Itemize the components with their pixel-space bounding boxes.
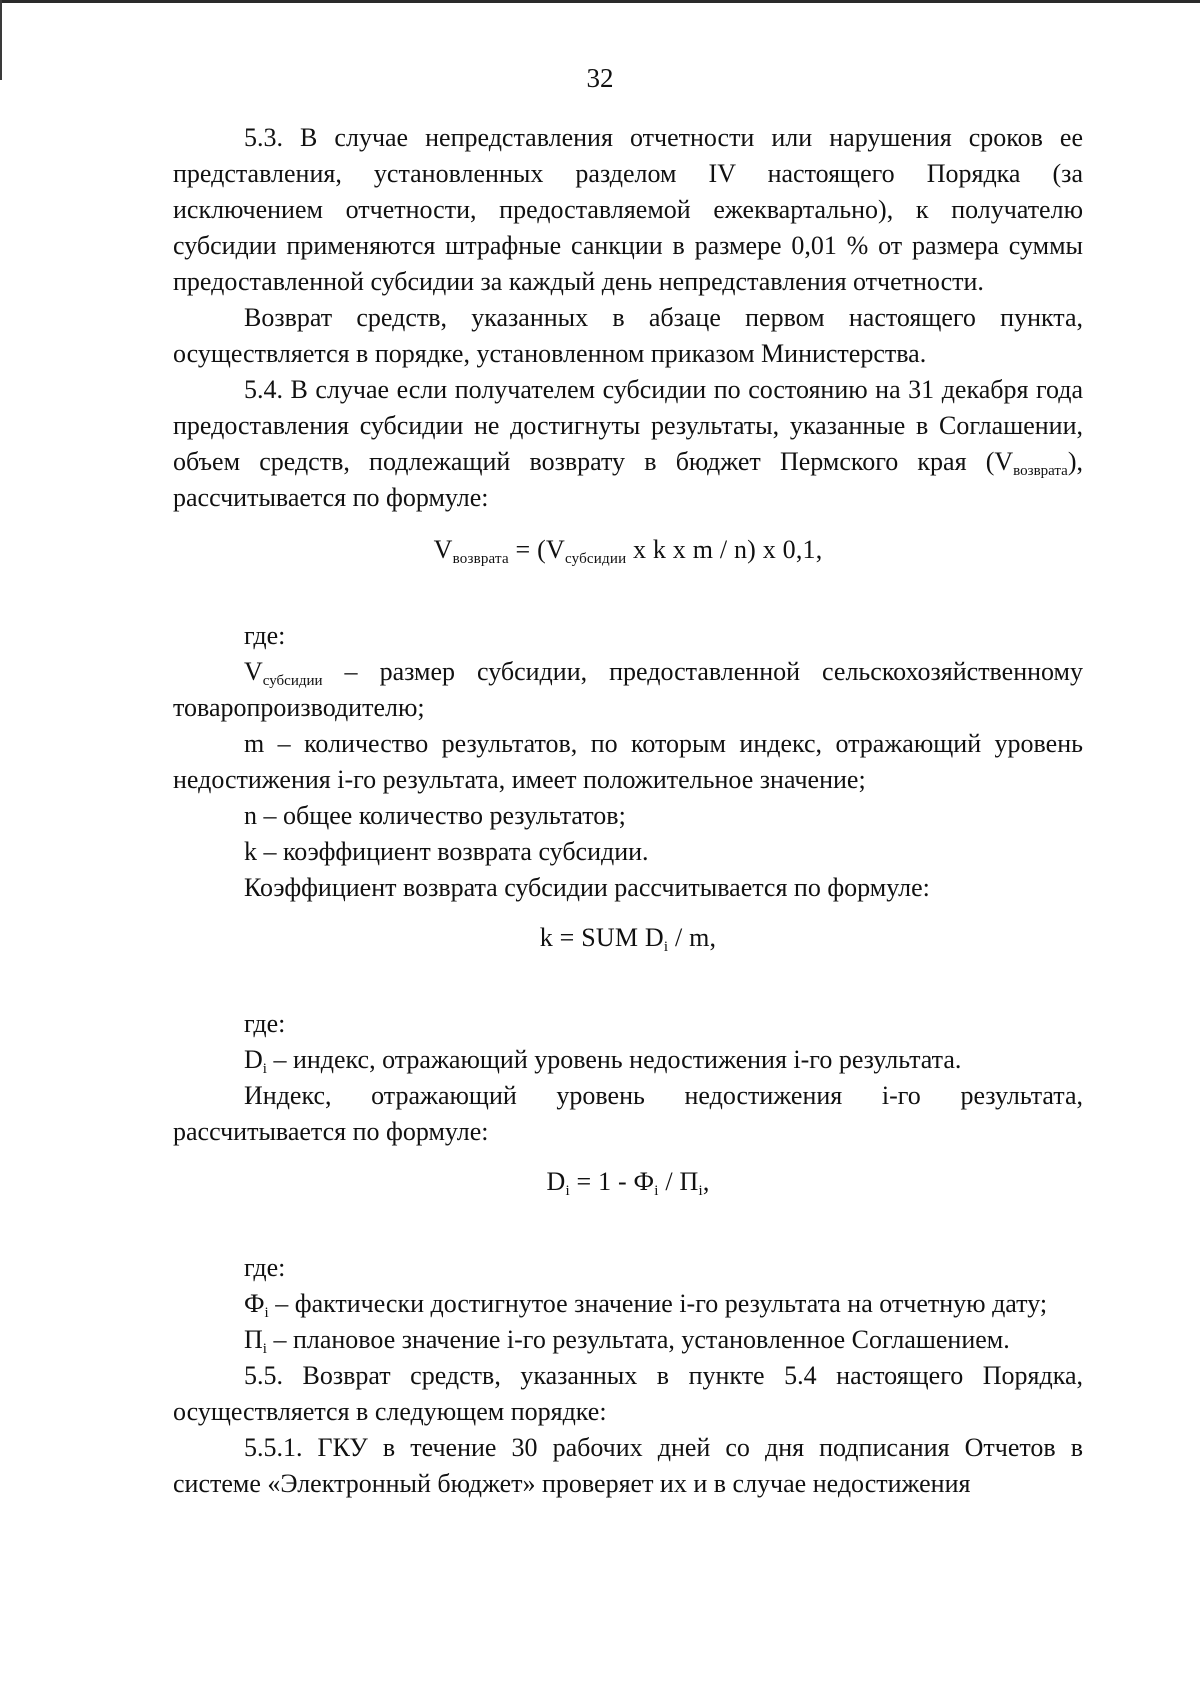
subscript: субсидии (262, 673, 323, 689)
scan-edge-top (0, 0, 1200, 3)
definition-v-subsidy: Vсубсидии – размер субсидии, предоставленной сельскохозяйственному товаропроизводителю; (173, 657, 1083, 722)
subscript: возврата (1013, 463, 1068, 479)
paragraph-5-4-intro: 5.4. В случае если получателем субсидии по состоянию на 31 декабря года предоставления субсидии не достигнуты результаты, указанные в Соглашении, объем средств, подлежащий возврату в бюджет Пермского края (Vвозврата), рассчитывается по формуле: (173, 375, 1083, 512)
where-label-1: где: (244, 621, 286, 650)
definition-pi: Пi – плановое значение i-го результата, установленное Соглашением. (244, 1325, 1010, 1357)
subscript: i (565, 1183, 570, 1199)
subscript: i (262, 1341, 267, 1357)
definition-k: k – коэффициент возврата субсидии. (244, 837, 649, 866)
subscript: i (262, 1061, 267, 1077)
subscript: i (264, 1305, 269, 1321)
definition-m: m – количество результатов, по которым индекс, отражающий уровень недостижения i-го результата, имеет положительное значение; (173, 729, 1083, 794)
subscript: i (654, 1183, 659, 1199)
formula-v-return: Vвозврата = (Vсубсидии х k х m / n) х 0,1, (433, 535, 823, 567)
coefficient-intro: Коэффициент возврата субсидии рассчитывается по формуле: (244, 873, 930, 902)
document-body (173, 120, 1083, 1502)
formula-di: Di = 1 - Фi / Пi, (546, 1167, 710, 1199)
subscript: субсидии (564, 551, 627, 567)
formula-k: k = SUM Di / m, (539, 923, 717, 955)
definition-n: n – общее количество результатов; (244, 801, 626, 830)
where-label-2: где: (244, 1009, 286, 1038)
paragraph-5-3: 5.3. В случае непредставления отчетности или нарушения сроков ее представления, установленных разделом IV настоящего Порядка (за исключением отчетности, предоставляемой ежеквартально), к получателю субсидии применяются штрафные санкции в размере 0,01 % от размера суммы предоставленной субсидии за каждый день непредставления отчетности. (173, 123, 1083, 296)
definition-phi: Фi – фактически достигнутое значение i-го результата на отчетную дату; (244, 1289, 1048, 1321)
subscript: i (698, 1183, 703, 1199)
index-intro: Индекс, отражающий уровень недостижения i-го результата, рассчитывается по формуле: (173, 1081, 1083, 1146)
where-label-3: где: (244, 1253, 286, 1282)
paragraph-5-5: 5.5. Возврат средств, указанных в пункте 5.4 настоящего Порядка, осуществляется в следующем порядке: (173, 1361, 1083, 1426)
paragraph-5-5-1: 5.5.1. ГКУ в течение 30 рабочих дней со дня подписания Отчетов в системе «Электронный бюджет» проверяет их и в случае недостижения (173, 1433, 1083, 1498)
subscript: возврата (452, 551, 509, 567)
page-number: 32 (586, 63, 614, 93)
definition-di: Di – индекс, отражающий уровень недостижения i-го результата. (244, 1045, 962, 1077)
subscript: i (663, 939, 669, 955)
paragraph-5-3-return: Возврат средств, указанных в абзаце первом настоящего пункта, осуществляется в порядке, установленном приказом Министерства. (173, 303, 1083, 368)
